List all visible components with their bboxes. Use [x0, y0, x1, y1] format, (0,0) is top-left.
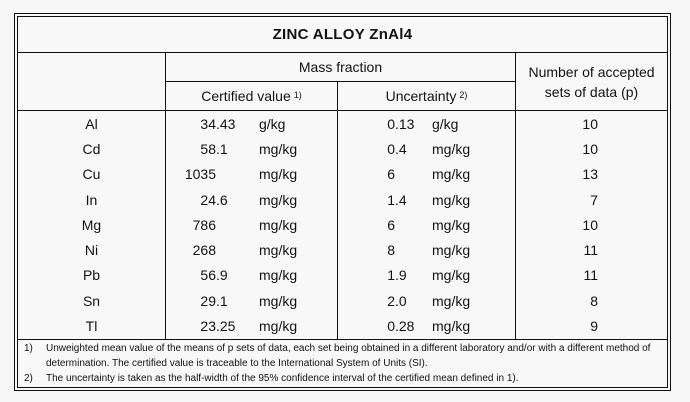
num-int: 1035: [184, 166, 216, 183]
uncertainty-value: [387, 318, 415, 335]
element-symbol: Pb: [82, 267, 101, 284]
uncertainty-cell: [337, 237, 515, 262]
accepted-sets-header-label: Number of accepted sets of data (p): [528, 63, 655, 100]
num-dec: .1: [216, 140, 228, 157]
uncertainty-value: [387, 115, 415, 132]
element-symbol: Mg: [81, 216, 102, 233]
certified-value-cell: [165, 237, 337, 262]
num-int: 0: [387, 318, 395, 335]
uncertainty-unit: mg/kg: [432, 318, 471, 335]
uncertainty-cell: [337, 212, 515, 237]
certified-value-cell: [165, 187, 337, 212]
uncertainty-header: [337, 82, 515, 111]
num-dec: .43: [216, 115, 236, 132]
element-symbol: Ni: [84, 242, 99, 259]
certified-value-cell: [165, 111, 337, 136]
element-column-header-blank: [18, 53, 165, 111]
certificate-table-inner-frame: [17, 16, 668, 388]
uncertainty-unit: mg/kg: [432, 267, 471, 284]
uncertainty-cell: [337, 263, 515, 288]
num-int: 1: [387, 191, 395, 208]
footnote-1-ref: 1): [24, 342, 33, 354]
num-int: 56: [200, 267, 216, 284]
certified-unit: mg/kg: [259, 242, 298, 259]
num-int: 8: [387, 242, 395, 259]
certificate-table: [18, 17, 667, 387]
num-dec: .9: [395, 267, 407, 284]
certified-unit: mg/kg: [259, 216, 298, 233]
accepted-sets-cell: 11: [515, 237, 667, 262]
uncertainty-value: [387, 293, 411, 309]
num-int: 6: [387, 216, 395, 233]
accepted-sets-cell: 10: [515, 136, 667, 161]
accepted-sets-cell: 10: [515, 111, 667, 136]
num-int: 29: [200, 292, 216, 309]
num-dec: .28: [395, 318, 415, 335]
element-symbol: In: [85, 191, 98, 208]
num-dec: .13: [395, 115, 415, 132]
footnote-2-ref: 2): [24, 372, 33, 384]
certified-unit: mg/kg: [259, 191, 298, 208]
certified-unit: mg/kg: [259, 267, 298, 284]
uncertainty-unit: mg/kg: [432, 191, 471, 208]
num-int: 0: [387, 115, 395, 132]
certified-unit: mg/kg: [259, 140, 298, 157]
uncertainty-value: [387, 267, 411, 283]
num-int: 58: [200, 140, 216, 157]
certified-unit: g/kg: [259, 115, 286, 132]
footnote-2: [20, 371, 657, 386]
num-int: 268: [192, 242, 216, 259]
accepted-sets-cell: 13: [515, 162, 667, 187]
num-int: 0: [387, 140, 395, 157]
element-symbol: Cu: [82, 166, 101, 183]
certified-value-header: [165, 82, 337, 111]
certified-value: [182, 192, 238, 208]
uncertainty-unit: mg/kg: [432, 216, 471, 233]
uncertainty-value: [387, 166, 411, 182]
uncertainty-value: [387, 141, 411, 157]
accepted-sets-cell: 11: [515, 263, 667, 288]
footnote-1-text: Unweighted mean value of the means of p sets of data, each set being obtained in a different laboratory and/or with a different method of determination. The certified value is traceable to the International System of Units (SI).: [46, 342, 651, 369]
num-dec: .6: [216, 191, 228, 208]
uncertainty-cell: [337, 187, 515, 212]
uncertainty-cell: [337, 136, 515, 161]
uncertainty-unit: g/kg: [432, 115, 459, 132]
certified-value: [182, 217, 238, 233]
num-int: 24: [200, 191, 216, 208]
accepted-sets-cell: 8: [515, 288, 667, 313]
certified-unit: mg/kg: [259, 292, 298, 309]
accepted-sets-header: [515, 53, 667, 111]
num-dec: .4: [395, 191, 407, 208]
footnote-ref-2: 2): [459, 90, 468, 100]
uncertainty-unit: mg/kg: [432, 292, 471, 309]
certified-value: [182, 293, 238, 309]
accepted-sets-cell: 7: [515, 187, 667, 212]
num-dec: .1: [216, 292, 228, 309]
certified-value: [182, 141, 238, 157]
certified-value-cell: [165, 162, 337, 187]
footnote-ref-1: 1): [293, 90, 302, 100]
footnotes-section: [18, 339, 667, 387]
num-int: 1: [387, 267, 395, 284]
footnote-2-text: The uncertainty is taken as the half-width of the 95% confidence interval of the certified mean defined in 1).: [46, 372, 519, 384]
num-int: 34: [200, 115, 216, 132]
uncertainty-unit: mg/kg: [432, 166, 471, 183]
num-int: 23: [200, 318, 216, 335]
uncertainty-unit: mg/kg: [432, 242, 471, 259]
mass-fraction-header: Mass fraction: [165, 53, 515, 82]
certified-value: [182, 267, 238, 283]
element-symbol: Al: [85, 115, 98, 132]
uncertainty-cell: [337, 111, 515, 136]
uncertainty-header-label: Uncertainty: [385, 88, 457, 104]
certified-value-header-label: Certified value: [201, 88, 291, 104]
certified-value-cell: [165, 313, 337, 338]
certified-value-cell: [165, 263, 337, 288]
uncertainty-value: [387, 192, 411, 208]
certified-value: [182, 242, 238, 258]
certified-value: [182, 116, 238, 132]
certified-value-cell: [165, 288, 337, 313]
certified-value: [182, 166, 238, 182]
element-symbol: Tl: [85, 318, 98, 335]
element-symbol: Cd: [82, 140, 101, 157]
uncertainty-value: [387, 242, 411, 258]
num-dec: .0: [395, 292, 407, 309]
uncertainty-cell: [337, 288, 515, 313]
num-dec: .9: [216, 267, 228, 284]
uncertainty-cell: [337, 162, 515, 187]
num-int: 786: [192, 216, 216, 233]
uncertainty-cell: [337, 313, 515, 338]
accepted-sets-cell: 10: [515, 212, 667, 237]
certified-unit: mg/kg: [259, 166, 298, 183]
footnote-1: [20, 341, 657, 371]
uncertainty-value: [387, 217, 411, 233]
num-int: 6: [387, 166, 395, 183]
certificate-table-frame: [14, 13, 671, 391]
certified-value-cell: [165, 136, 337, 161]
element-symbol: Sn: [82, 292, 101, 309]
certified-unit: mg/kg: [259, 318, 298, 335]
certified-value-cell: [165, 212, 337, 237]
certified-value: [182, 318, 238, 334]
num-dec: .25: [216, 318, 236, 335]
num-int: 2: [387, 292, 395, 309]
uncertainty-unit: mg/kg: [432, 140, 471, 157]
table-title: ZINC ALLOY ZnAl4: [18, 17, 667, 53]
num-dec: .4: [395, 140, 407, 157]
accepted-sets-cell: 9: [515, 313, 667, 338]
